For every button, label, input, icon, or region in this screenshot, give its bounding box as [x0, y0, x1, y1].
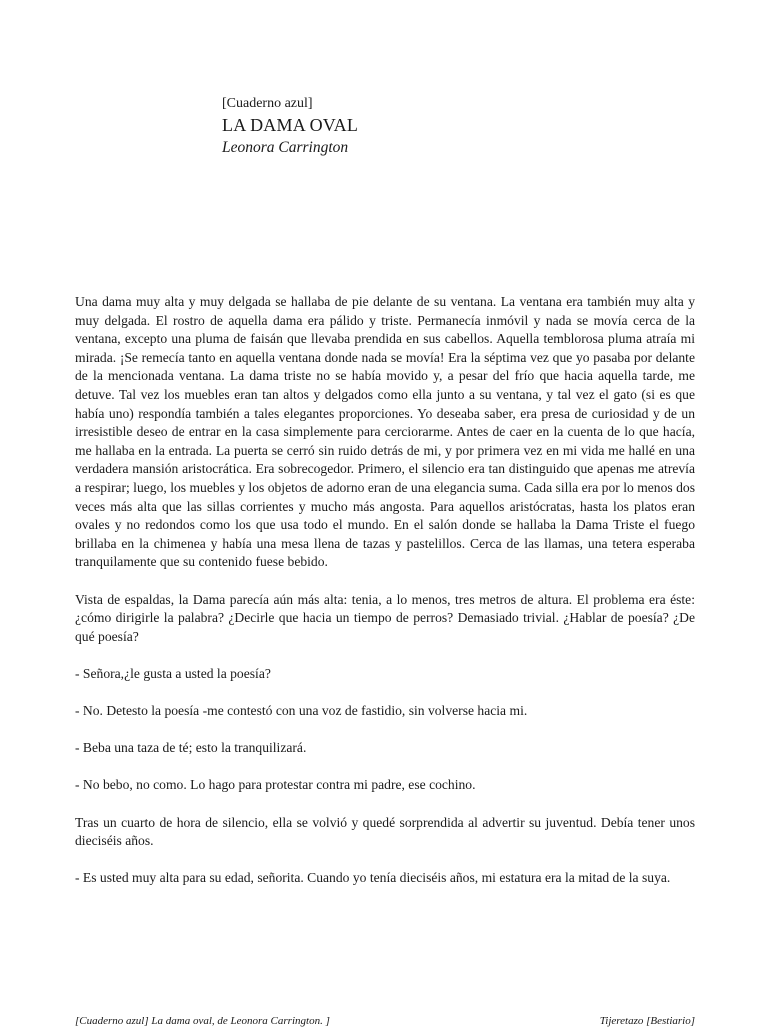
dialogue-line: - Es usted muy alta para su edad, señorita. Cuando yo tenía dieciséis años, mi estatura era la mitad de la suya.	[75, 870, 671, 886]
story-title: LA DAMA OVAL	[222, 115, 359, 135]
paragraph: Vista de espaldas, la Dama parecía aún más alta: tenia, a lo menos, tres metros de altura. El problema era éste: ¿cómo dirigirle la palabra? ¿Decirle que hacia un tiempo de perros? Demasiado trivial. ¿Hablar de poesía? ¿De qué poesía?	[75, 591, 695, 644]
page-footer	[75, 1014, 695, 1028]
dialogue-line: - Señora,¿le gusta a usted la poesía?	[75, 665, 271, 681]
dialogue-line: - No bebo, no como. Lo hago para protestar contra mi padre, ese cochino.	[75, 777, 476, 793]
notebook-label: [Cuaderno azul]	[222, 96, 313, 111]
document-header	[222, 95, 358, 159]
dialogue-line: - Beba una taza de té; esto la tranquilizará.	[75, 740, 307, 756]
footer-source: [Cuaderno azul] La dama oval, de Leonora Carrington. ]	[75, 1015, 330, 1027]
dialogue-line: - No. Detesto la poesía -me contestó con una voz de fastidio, sin volverse hacia mi.	[75, 703, 528, 719]
paragraph: Una dama muy alta y muy delgada se hallaba de pie delante de su ventana. La ventana era también muy alta y muy delgada. El rostro de aquella dama era pálido y triste. Permanecía inmóvil y nada se movía cerca de la ventana, excepto una pluma de faisán que llevaba prendida en sus cabellos. Aquella temblorosa pluma atraía mi mirada. ¡Se remecía tanto en aquella ventana donde nada se movía! Era la séptima vez que yo pasaba por delante de la mencionada ventana. La dama triste no se había movido y, a pesar del frío que hacia aquella tarde, me detuve. Tal vez los muebles eran tan altos y delgados como ella junto a su ventana, y tal vez el gato (si es que había uno) respondía también a tales elegantes proporciones. Yo deseaba saber, era presa de curiosidad y de un irresistible deseo de entrar en la casa simplemente para cerciorarme. Antes de caer en la cuenta de lo que hacía, me hallaba en la entrada. La puerta se cerró sin ruido detrás de mi, y por primera vez en mi vida me hallé en una verdadera mansión aristocrática. Era sobrecogedor. Primero, el silencio era tan distinguido que apenas me atrevía a respirar; luego, los muebles y los objetos de adorno eran de una elegancia suma. Cada silla era por lo menos dos veces más alta que las sillas corrientes y mucho más angosta. Para aquellos aristócratas, hasta los platos eran ovales y no redondos como los que usa todo el mundo. En el salón donde se hallaba la Dama Triste el fuego brillaba en la chimenea y había una mesa llena de tazas y pastelillos. Cerca de las llamas, una tetera esperaba tranquilamente que su contenido fuese bebido.	[75, 294, 695, 570]
author-name: Leonora Carrington	[222, 139, 349, 156]
footer-next: Tijeretazo [Bestiario]	[599, 1015, 695, 1027]
paragraph: Tras un cuarto de hora de silencio, ella se volvió y quedé sorprendida al advertir su juventud. Debía tener unos dieciséis años.	[75, 814, 695, 849]
story-body	[75, 293, 695, 907]
